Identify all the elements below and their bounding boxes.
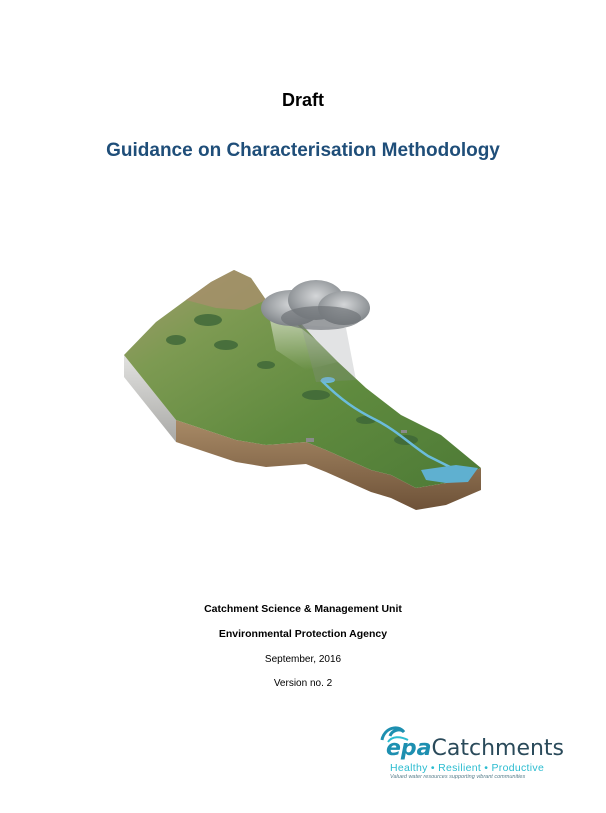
publication-date: September, 2016 [264,654,342,665]
logo-tagline: Healthy • Resilient • Productive [390,762,545,774]
draft-label: Draft [281,90,324,110]
agency-name: Environmental Protection Agency [218,628,388,640]
epa-catchments-logo [368,722,565,784]
logo-wordmark [386,736,564,762]
document-title: Guidance on Characterisation Methodology [106,140,500,161]
catchment-landscape-illustration [116,270,492,535]
unit-name: Catchment Science & Management Unit [204,603,402,615]
logo-name: Catchments [431,736,565,761]
cloud [261,280,370,330]
logo-prefix: epa [386,736,432,761]
version-number: Version no. 2 [273,678,333,689]
logo-subtagline: Valued water resources supporting vibrant communities [390,774,526,780]
